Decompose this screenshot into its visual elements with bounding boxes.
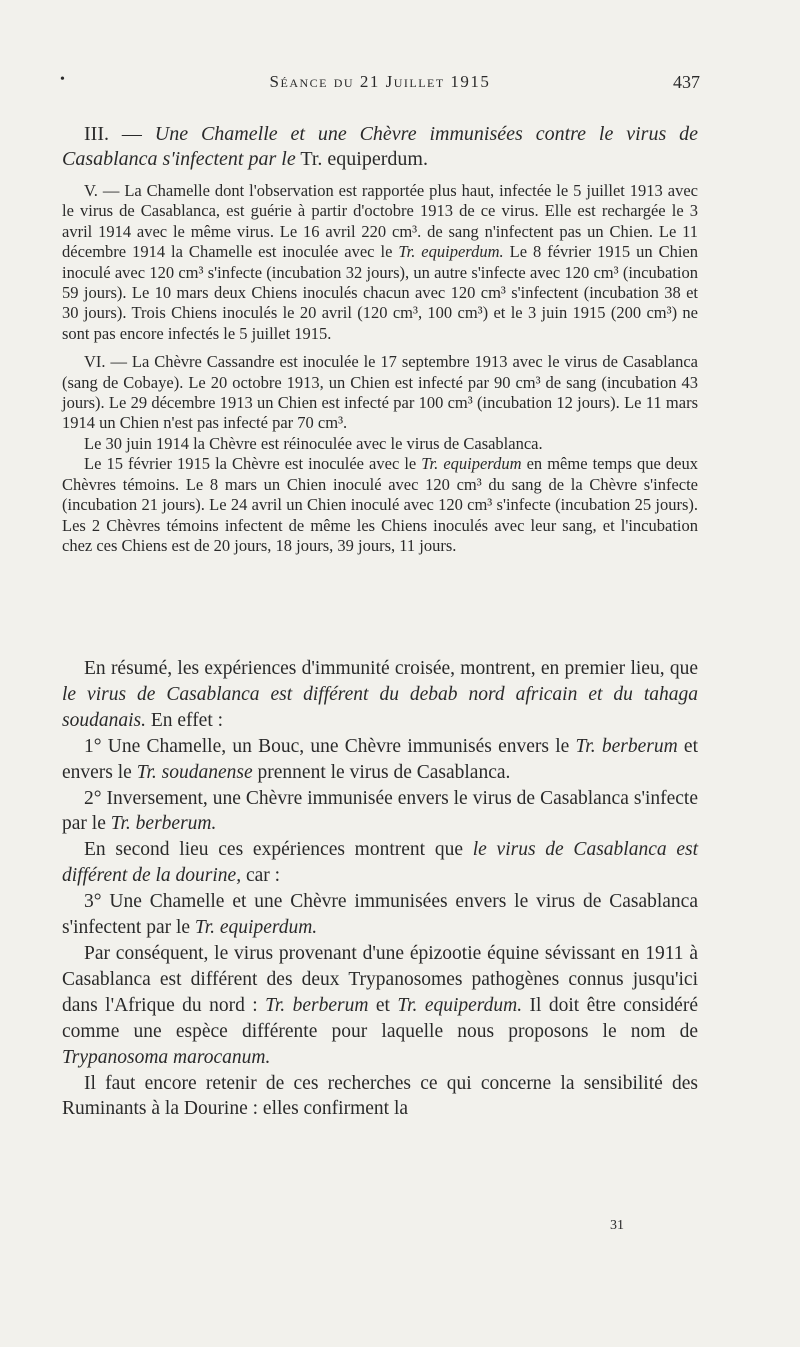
paragraph-vi-3 xyxy=(62,454,698,556)
summary-paragraph-4 xyxy=(62,837,698,889)
bullet-mark: • xyxy=(60,72,65,87)
summary-p5-italic: Tr. equiperdum. xyxy=(194,917,318,939)
summary-p6-text-a: Par conséquent, le virus provenant d'une épizootie équine sévissant en 1911 à Casablanca est différent des deux Trypanosomes pathogènes connus jusqu'ici dans l'Afrique du nord : xyxy=(62,942,698,1016)
paragraph-vi-3-text-a: Le 15 février 1915 la Chèvre est inoculée avec le xyxy=(84,454,422,474)
summary-p6-italic-2: Tr. equiperdum. xyxy=(397,994,523,1016)
experiment-notes xyxy=(62,181,698,556)
page-number: 437 xyxy=(673,72,700,92)
summary-p6-text-b: et xyxy=(368,994,398,1016)
paragraph-v-text-a: V. — La Chamelle dont l'observation est rapportée plus haut, infectée le 5 juillet 1913 avec le virus de Casablanca, est guérie à partir d'octobre 1913 de ce virus. Elle est rechargée le 3 avril 1914 avec le même virus. Le 16 avril 220 cm³. de sang n'infectent pas un Chien. Le 11 décembre 1914 la Chamelle est inoculée avec le xyxy=(62,181,698,262)
summary-p6-text-c: Il doit être considéré comme une espèce différente pour laquelle nous proposons le nom de xyxy=(62,994,698,1042)
summary-p5-text-a: 3° Une Chamelle et une Chèvre immunisées envers le virus de Casablanca s'infectent par le xyxy=(62,891,698,939)
summary-p1-text-b: En effet : xyxy=(145,709,224,731)
paragraph-vi-2: Le 30 juin 1914 la Chèvre est réinoculée avec le virus de Casablanca. xyxy=(84,433,543,453)
summary-p2-italic-1: Tr. berberum xyxy=(575,735,678,757)
summary-p4-italic: le virus de Casablanca est différent de la dourine, xyxy=(62,839,699,887)
summary-p1-text-a: En résumé, les expériences d'immunité croisée, montrent, en premier lieu, que xyxy=(84,658,698,679)
summary-p3-text-a: 2° Inversement, une Chèvre immunisée envers le virus de Casablanca s'infecte par le xyxy=(62,787,698,835)
summary-p4-text-b: car : xyxy=(241,865,281,887)
paragraph-vi-3-text-b: en même temps que deux Chèvres témoins. Le 8 mars un Chien inoculé avec 120 cm³ du sang de la Chèvre s'infecte (incubation 21 jours). Le 24 avril un Chien inoculé avec 120 cm³ s'infecte (incubation 25 jours). Les 2 Chèvres témoins infectent de même les Chiens inoculés avec leur sang, et l'incubation chez ces Chiens est de 20 jours, 18 jours, 39 jours, 11 jours. xyxy=(62,454,698,555)
summary-paragraph-3 xyxy=(62,786,698,838)
summary-paragraph-6 xyxy=(62,941,698,1071)
section-title-italic: Une Chamelle et une Chèvre immunisées contre le virus de Casablanca s'infectent par le xyxy=(62,123,699,170)
page-header xyxy=(60,72,700,102)
summary-p2-text-a: 1° Une Chamelle, un Bouc, une Chèvre immunisés envers le xyxy=(84,735,576,757)
summary-p1-italic: le virus de Casablanca est différent du debab nord africain et du tahaga soudanais. xyxy=(62,683,698,731)
summary-paragraph-1 xyxy=(62,656,698,734)
section-heading-iii xyxy=(62,122,698,172)
section-title-plain: Tr. equiperdum. xyxy=(295,148,428,170)
section-number: III. — xyxy=(84,123,155,145)
summary-paragraph-2 xyxy=(62,734,698,786)
running-title: Séance du 21 Juillet 1915 xyxy=(269,72,491,91)
summary-p2-text-b: et envers le xyxy=(62,735,698,783)
summary-section xyxy=(62,656,698,1122)
signature-mark: 31 xyxy=(610,1218,624,1233)
paragraph-vi-1: VI. — La Chèvre Cassandre est inoculée le 17 septembre 1913 avec le virus de Casablanca (sang de Cobaye). Le 20 octobre 1913, un Chien est infecté par 90 cm³ de sang (incubation 43 jours). Le 29 décembre 1913 un Chien est infecté par 100 cm³ (incubation 12 jours). Le 11 mars 1914 un Chien n'est pas infecté par 70 cm³. xyxy=(62,352,698,433)
paragraph-v-italic: Tr. equiperdum. xyxy=(398,242,504,262)
summary-p3-italic: Tr. berberum. xyxy=(110,813,217,835)
summary-p4-text-a: En second lieu ces expériences montrent que xyxy=(84,839,473,861)
summary-p6-italic-1: Tr. berberum xyxy=(265,994,369,1016)
summary-paragraph-7: Il faut encore retenir de ces recherches ce qui concerne la sensibilité des Ruminants à la Dourine : elles confirment la xyxy=(62,1072,698,1120)
paragraph-v xyxy=(62,181,698,344)
summary-p2-text-c: prennent le virus de Casablanca. xyxy=(252,761,511,783)
summary-p2-italic-2: Tr. soudanense xyxy=(136,761,253,783)
summary-paragraph-5 xyxy=(62,889,698,941)
paragraph-v-text-b: Le 8 février 1915 un Chien inoculé avec 120 cm³ s'infecte (incubation 32 jours), un autre s'infecte avec 120 cm³ (incubation 59 jours). Le 10 mars deux Chiens inoculés chacun avec 120 cm³ s'infectent (incubation 38 et 30 jours). Trois Chiens inoculés le 20 avril (120 cm³, 100 cm³) et le 3 juin 1915 (200 cm³) ne sont pas encore infectés le 5 juillet 1915. xyxy=(62,242,698,343)
summary-p6-italic-3: Trypanosoma marocanum. xyxy=(62,1046,271,1068)
paragraph-vi-3-italic: Tr. equiperdum xyxy=(421,454,522,474)
